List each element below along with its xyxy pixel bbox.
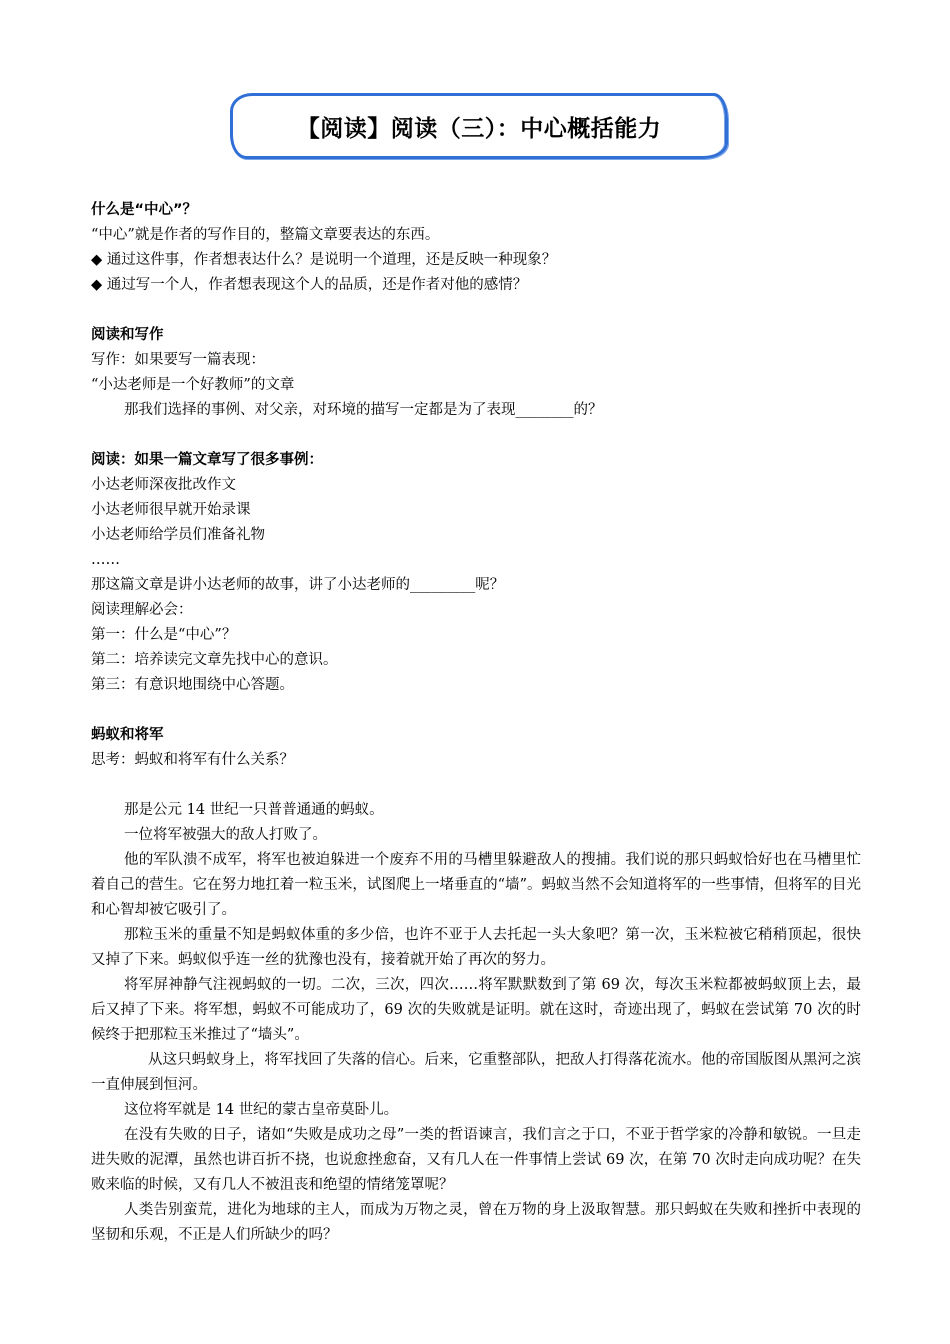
story-paragraph: 在没有失败的日子，诸如“失败是成功之母”一类的哲语谏言，我们言之于口，不亚于哲学家的冷静和敏锐。一旦走进失败的泥潭，虽然也讲百折不挠，也说愈挫愈奋，又有几人在一件事情上尝试 69 次，在第 70 次时走向成功呢？在失败来临的时候，又有几人不被沮丧和绝望的情绪笼罩呢？ <box>91 1127 861 1193</box>
fill-blank-question: 那我们选择的事例、对父亲，对环境的描写一定都是为了表现________的？ <box>124 402 603 418</box>
story-paragraph: 他的军队溃不成军，将军也被迫躲进一个废弃不用的马槽里躲避敌人的搜捕。我们说的那只蚂蚁恰好也在马槽里忙着自己的营生。它在努力地扛着一粒玉米，试图爬上一堵垂直的“墙”。蚂蚁当然不会知道将军的一些事情，但将军的目光和心智却被它吸引了。 <box>91 852 861 918</box>
story-paragraph: 那粒玉米的重量不知是蚂蚁体重的多少倍，也许不亚于人去托起一头大象吧？第一次，玉米粒被它稍稍顶起，很快又掉了下来。蚂蚁似乎连一丝的犹豫也没有，接着就开始了再次的努力。 <box>91 927 861 968</box>
example-line: 小达老师深夜批改作文 <box>91 477 236 493</box>
think-question: 思考：蚂蚁和将军有什么关系？ <box>91 752 294 768</box>
fill-blank-question: 那这篇文章是讲小达老师的故事，讲了小达老师的_________呢？ <box>91 577 505 593</box>
bullet-line: ◆ 通过写一个人，作者想表现这个人的品质，还是作者对他的感情？ <box>91 277 528 293</box>
text-line: 写作：如果要写一篇表现： <box>91 352 265 368</box>
story-paragraph: 一位将军被强大的敌人打败了。 <box>124 827 327 843</box>
story-paragraph: 人类告别蛮荒，进化为地球的主人，而成为万物之灵，曾在万物的身上汲取智慧。那只蚂蚁在失败和挫折中表现的坚韧和乐观，不正是人们所缺少的吗？ <box>91 1202 861 1243</box>
section-heading-reading-writing: 阅读和写作 <box>91 327 164 343</box>
document-body <box>91 198 861 1248</box>
example-line: 小达老师很早就开始录课 <box>91 502 251 518</box>
bullet-line: ◆ 通过这件事，作者想表达什么？是说明一个道理，还是反映一种现象？ <box>91 252 557 268</box>
text-line: “小达老师是一个好教师”的文章 <box>91 377 295 393</box>
page-title: 【阅读】阅读（三）：中心概括能力 <box>296 115 662 142</box>
story-paragraph: 从这只蚂蚁身上，将军找回了失落的信心。后来，它重整部队，把敌人打得落花流水。他的帝国版图从黑河之滨一直伸展到恒河。 <box>91 1052 861 1093</box>
story-paragraph: 那是公元 14 世纪一只普普通通的蚂蚁。 <box>124 802 384 818</box>
text-line: 阅读理解必会： <box>91 602 193 618</box>
section-heading-center: 什么是“中心”？ <box>91 202 198 218</box>
example-line: 小达老师给学员们准备礼物 <box>91 527 265 543</box>
section-heading-reading: 阅读：如果一篇文章写了很多事例： <box>91 452 323 468</box>
section-heading-ant-general: 蚂蚁和将军 <box>91 727 164 743</box>
text-line: 第一：什么是“中心”？ <box>91 627 237 643</box>
title-banner <box>230 93 728 159</box>
text-line: 第三：有意识地围绕中心答题。 <box>91 677 294 693</box>
text-line: 第二：培养读完文章先找中心的意识。 <box>91 652 338 668</box>
story-paragraph: 将军屏神静气注视蚂蚁的一切。二次，三次，四次……将军默默数到了第 69 次，每次玉米粒都被蚂蚁顶上去，最后又掉了下来。将军想，蚂蚁不可能成功了，69 次的失败就是证明。就在这时，奇迹出现了，蚂蚁在尝试第 70 次的时候终于把那粒玉米推过了“墙头”。 <box>91 977 861 1043</box>
text-line: “中心”就是作者的写作目的，整篇文章要表达的东西。 <box>91 227 440 243</box>
story-paragraph: 这位将军就是 14 世纪的蒙古皇帝莫卧儿。 <box>124 1102 399 1118</box>
ellipsis-line: …… <box>91 552 120 568</box>
